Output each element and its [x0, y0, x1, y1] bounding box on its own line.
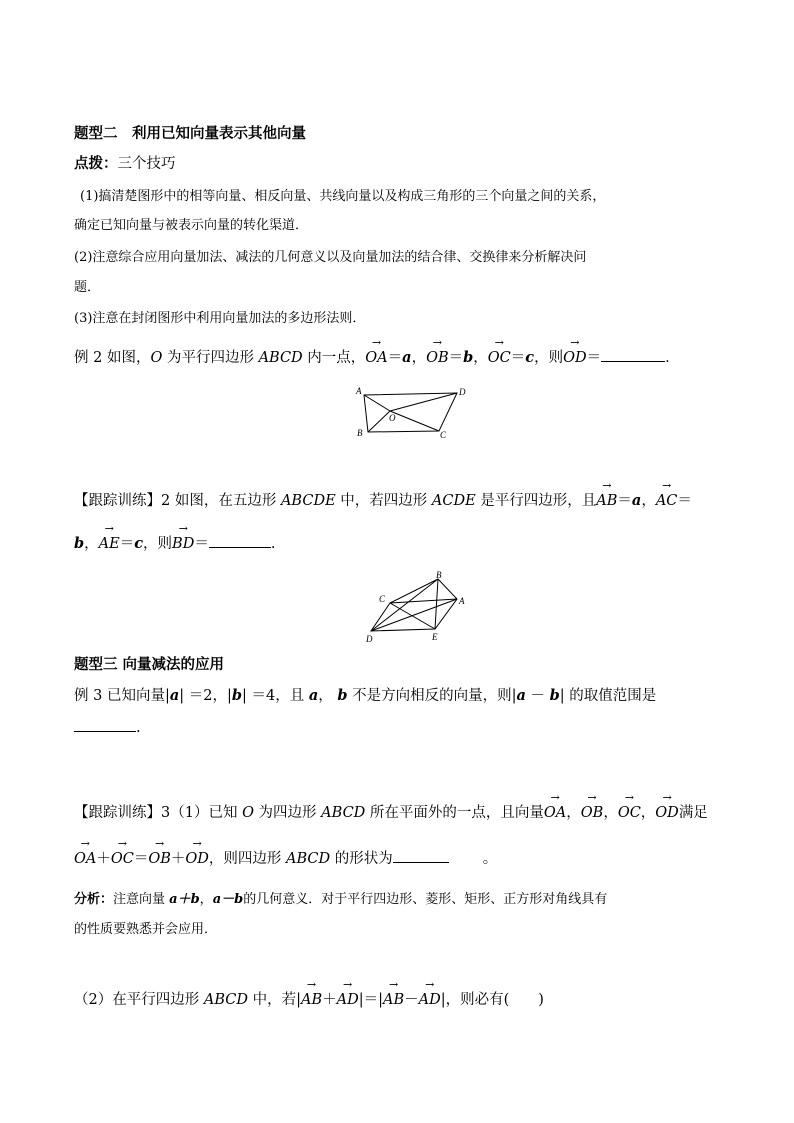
label-a: A	[459, 596, 465, 606]
text-fragment: ＝	[133, 851, 149, 867]
text-fragment: ．	[665, 350, 680, 366]
example-3	[74, 686, 656, 706]
text-fragment: 中，若|	[247, 992, 301, 1008]
text-fragment: ABCD	[258, 350, 303, 366]
text-fragment: ABCD	[203, 992, 248, 1008]
text-fragment: ＝	[448, 350, 464, 366]
analysis-label: 分析：	[74, 892, 114, 907]
training-label: 【跟踪训练】	[74, 805, 161, 821]
text-fragment: b	[337, 687, 348, 704]
text-fragment: b	[549, 687, 560, 704]
text-fragment: 2 如图，在五边形	[161, 493, 281, 509]
text-fragment: 内一点，	[302, 350, 366, 366]
text-fragment: b	[463, 349, 474, 366]
text-fragment: |，则必有( )	[440, 992, 544, 1008]
text-fragment: 例 2 如图，	[74, 350, 151, 366]
text-fragment: ，则	[534, 350, 564, 366]
vector-od: → OD	[563, 348, 587, 368]
pentagon-figure	[360, 570, 470, 646]
training-2-line1	[74, 491, 692, 511]
text-fragment: ，	[473, 350, 488, 366]
text-fragment: | ＝2，|	[179, 688, 232, 704]
vector-symbol: → OA	[74, 849, 96, 869]
training-label: 【跟踪训练】	[74, 493, 161, 509]
text-fragment: ABCD	[321, 805, 366, 821]
text-fragment: O	[150, 350, 163, 366]
training-2-line2	[74, 534, 275, 554]
text-fragment: 是平行四边形，且	[475, 493, 597, 509]
text-fragment: －	[404, 992, 419, 1008]
text-fragment: | ＝4，且	[242, 688, 309, 704]
vector-ob: → OB	[426, 348, 449, 368]
answer-blank[interactable]	[74, 719, 136, 732]
text-fragment: ABCD	[286, 851, 331, 867]
vector-oa: → OA	[365, 348, 387, 368]
tip-point-2b: 题．	[74, 280, 101, 295]
text-fragment: 为四边形	[253, 805, 322, 821]
text-fragment: （2）在平行四边形	[74, 992, 204, 1008]
text-fragment: ＝	[617, 493, 632, 509]
text-fragment: b	[74, 535, 85, 552]
vector-symbol: → AB	[301, 990, 322, 1010]
vector-ac: → AC	[656, 491, 678, 511]
text-fragment: |＝|	[358, 992, 383, 1008]
label-o: O	[389, 413, 396, 423]
analysis-line2: 的性质要熟悉并会应用．	[74, 922, 218, 937]
label-c: C	[379, 594, 386, 604]
text-fragment: ，则四边形	[208, 851, 287, 867]
vector-ab: → AB	[596, 491, 617, 511]
vector-symbol: → OD	[185, 849, 209, 869]
text-fragment: 3（1）已知	[161, 805, 243, 821]
text-fragment: .	[270, 536, 276, 552]
tip-label: 点拨：	[74, 155, 118, 172]
text-fragment: 例 3 已知向量|	[74, 688, 170, 704]
training-3-question-2	[74, 990, 544, 1010]
segment-oa	[364, 395, 390, 411]
text-fragment: ＝	[677, 493, 692, 509]
text-fragment: b	[231, 687, 242, 704]
text-fragment: 的几何意义．对于平行四边形、菱形、矩形、正方形对角线具有	[243, 892, 608, 907]
text-fragment: ，则	[143, 536, 173, 552]
text-fragment: a	[169, 687, 180, 704]
section-three-title: 题型三 向量减法的应用	[74, 656, 225, 673]
text-fragment: ，	[199, 892, 213, 907]
segment-ob	[368, 411, 390, 432]
text-fragment: a	[516, 687, 526, 704]
parallelogram-abcd	[364, 393, 457, 432]
label-b: B	[357, 428, 363, 438]
text-fragment: ，	[566, 805, 581, 821]
label-b: B	[436, 570, 442, 580]
text-fragment: ，	[640, 805, 656, 821]
tip-point-1a: (1)搞清楚图形中的相等向量、相反向量、共线向量以及构成三角形的三个向量之间的关系，	[80, 189, 606, 204]
vector-symbol: → OB	[581, 803, 604, 823]
text-fragment: －	[525, 688, 550, 704]
text-fragment: ，	[641, 493, 656, 509]
text-fragment: 注意向量	[113, 892, 170, 907]
text-fragment: ，	[84, 536, 99, 552]
text-fragment: ＝	[194, 536, 209, 552]
pentagon-abcde	[371, 579, 457, 631]
text-fragment: O	[242, 805, 254, 821]
example-3-blank-line	[74, 718, 141, 738]
segment-od	[390, 393, 457, 411]
text-fragment: ＝	[387, 350, 403, 366]
vector-ae: → AE	[99, 534, 120, 554]
answer-blank[interactable]	[209, 535, 271, 548]
label-d: D	[459, 387, 466, 397]
text-fragment: ＝	[510, 350, 526, 366]
label-a: A	[356, 386, 362, 396]
segment-bd	[371, 579, 438, 631]
text-fragment: 满足	[678, 805, 708, 821]
text-fragment: ＝	[119, 536, 135, 552]
text-fragment: 不是方向相反的向量，则|	[347, 688, 517, 704]
text-fragment: 中，若四边形	[335, 493, 432, 509]
text-fragment: a	[631, 492, 642, 509]
training-3-line1	[74, 803, 708, 823]
text-fragment: ，	[411, 350, 427, 366]
vector-bd: → BD	[172, 534, 194, 554]
training-3-line2	[74, 849, 497, 869]
vector-symbol: → AD	[419, 990, 441, 1010]
text-fragment: ＋	[322, 992, 337, 1008]
vector-symbol: → OC	[111, 849, 134, 869]
tip-text: 三个技巧	[117, 156, 176, 172]
text-fragment: 。	[482, 851, 498, 867]
text-fragment: ＋	[96, 851, 111, 867]
parallelogram-figure	[354, 384, 474, 440]
text-fragment: ，	[603, 805, 618, 821]
segment-oc	[390, 411, 439, 431]
label-c: C	[440, 430, 447, 440]
text-fragment: .	[136, 720, 141, 736]
answer-blank[interactable]	[601, 349, 665, 362]
vector-symbol: → OC	[618, 803, 641, 823]
label-d: D	[366, 634, 373, 644]
vector-symbol: → AB	[383, 990, 404, 1010]
text-fragment: ABCDE	[280, 493, 336, 509]
tip-point-3: (3)注意在封闭图形中利用向量加法的多边形法则．	[74, 311, 366, 326]
text-fragment: ACDE	[431, 493, 476, 509]
text-fragment: ，	[318, 688, 338, 704]
text-fragment: a	[402, 349, 412, 366]
text-fragment: c	[134, 535, 144, 552]
analysis-line1	[74, 890, 607, 910]
text-fragment: ＝	[586, 350, 602, 366]
text-fragment: a＋b	[169, 892, 200, 907]
text-fragment: a	[308, 687, 319, 704]
tip-point-2a: (2)注意综合应用向量加法、减法的几何意义以及向量加法的结合律、交换律来分析解决问	[74, 250, 587, 265]
vector-oc: → OC	[488, 348, 511, 368]
label-e: E	[432, 632, 438, 642]
example-2	[74, 348, 680, 368]
text-fragment: 为平行四边形	[162, 350, 259, 366]
vector-symbol: → AD	[337, 990, 359, 1010]
answer-blank[interactable]	[393, 850, 449, 863]
text-fragment: | 的取值范围是	[559, 688, 657, 704]
segment-be	[435, 579, 438, 629]
text-fragment: a－b	[212, 892, 244, 907]
section-two-title: 题型二 利用已知向量表示其他向量	[74, 125, 306, 142]
tip-point-1b: 确定已知向量与被表示向量的转化渠道．	[74, 218, 309, 233]
vector-symbol: → OB	[148, 849, 171, 869]
vector-symbol: → OD	[655, 803, 679, 823]
vector-symbol: → OA	[544, 803, 566, 823]
text-fragment: ＋	[170, 851, 186, 867]
text-fragment: 所在平面外的一点，且向量	[365, 805, 544, 821]
text-fragment: c	[525, 349, 535, 366]
tip-line	[74, 154, 176, 174]
text-fragment: 的形状为	[330, 851, 393, 867]
